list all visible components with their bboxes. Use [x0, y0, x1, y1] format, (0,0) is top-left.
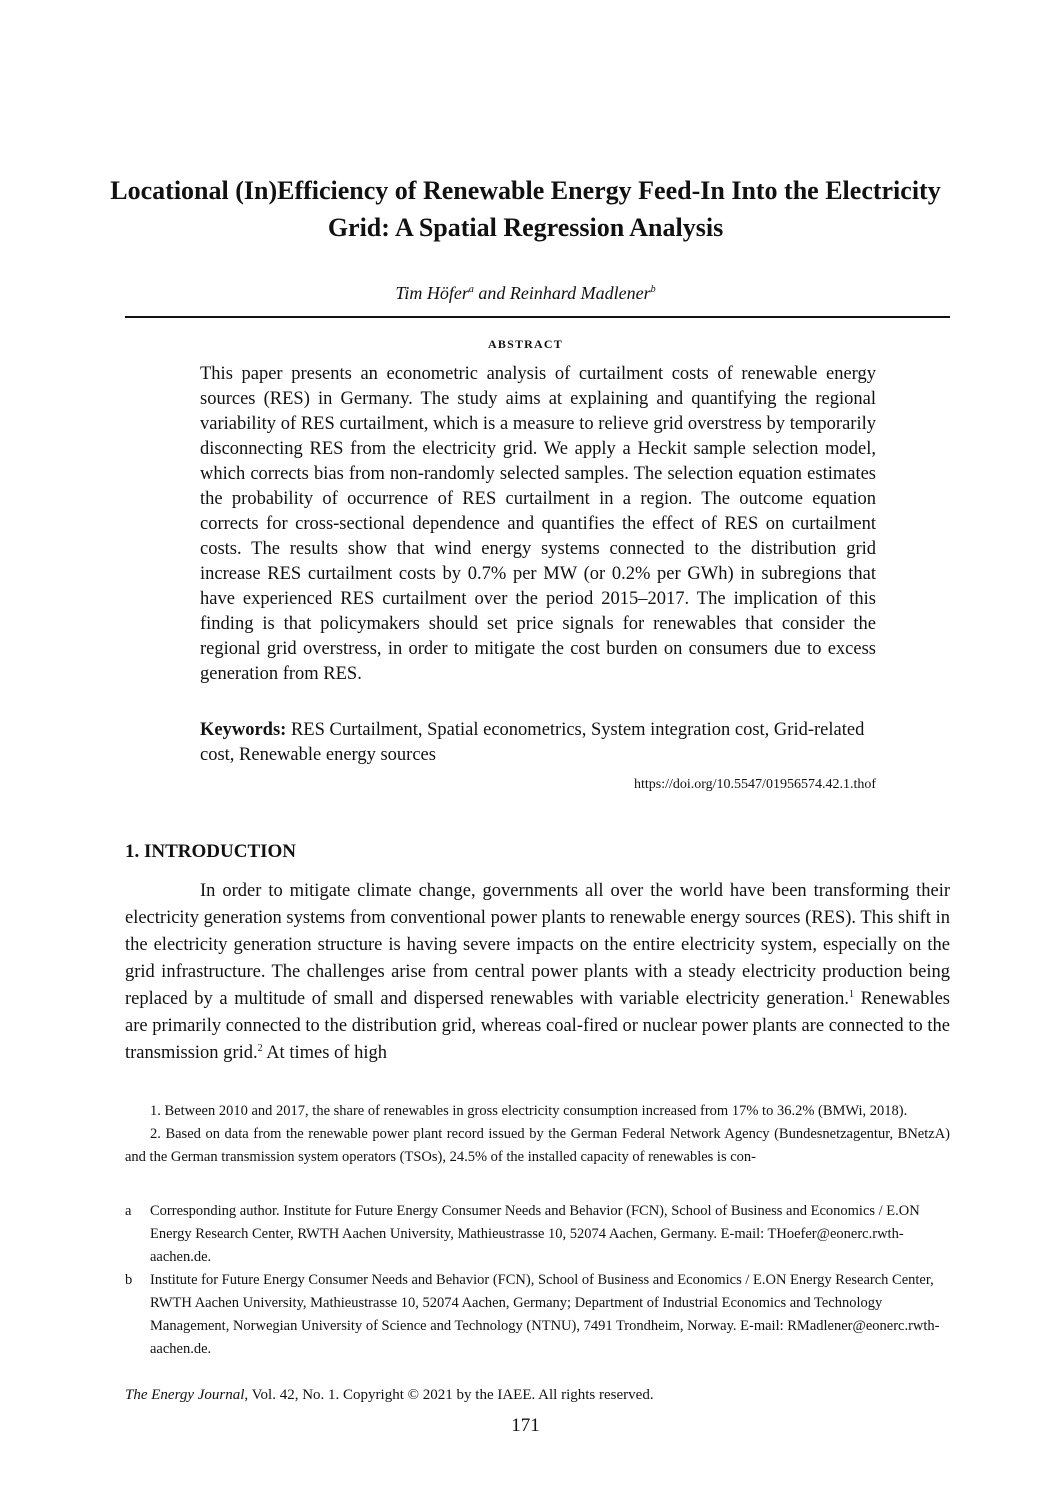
journal-citation — [125, 1384, 950, 1406]
keywords-list: RES Curtailment, Spatial econometrics, System integration cost, Grid-related cost, Renewable energy sources — [200, 720, 865, 765]
affiliation-mark: a — [468, 284, 474, 295]
footnotes — [125, 1100, 950, 1169]
affiliation-mark: b — [650, 284, 656, 295]
keywords — [200, 718, 876, 768]
footnote-ref[interactable]: 2 — [257, 1042, 263, 1054]
affiliations — [125, 1200, 950, 1361]
author-name: Tim Höfer — [395, 283, 469, 303]
intro-text: In order to mitigate climate change, governments all over the world have been transforming their electricity generation systems from conventional power plants to renewable energy sources (RES). This shift in the electricity generation structure is having severe impacts on the entire electricity system, especially on the grid infrastructure. The challenges arise from central power plants with a steady electricity production being replaced by a multitude of small and dispersed renewables with variable electricity generation. — [125, 881, 950, 1009]
intro-text: At times of high — [262, 1043, 387, 1063]
copyright-text: , Vol. 42, No. 1. Copyright © 2021 by the IAEE. All rights reserved. — [244, 1387, 654, 1403]
header-rule — [125, 316, 950, 318]
affiliation-item — [125, 1269, 950, 1361]
author-name: Reinhard Madlener — [509, 283, 651, 303]
page-number: 171 — [511, 1415, 540, 1436]
affiliation-text: Corresponding author. Institute for Future Energy Consumer Needs and Behavior (FCN), School of Business and Economics / E.ON Energy Research Center, RWTH Aachen University, Mathieustrasse 10, 52074 Aachen, Germany. E-mail: THoefer@eonerc.rwth-aachen.de. — [150, 1203, 920, 1265]
footnote: 2. Based on data from the renewable power plant record issued by the German Federal Network Agency (Bundesnetzagentur, BNetzA) and the German transmission system operators (TSOs), 24.5% of the installed capacity of renewables is con- — [125, 1126, 950, 1165]
journal-name: The Energy Journal — [125, 1387, 245, 1403]
affiliation-item — [125, 1200, 950, 1269]
abstract-heading: ABSTRACT — [488, 337, 563, 351]
footnote: 1. Between 2010 and 2017, the share of renewables in gross electricity consumption increased from 17% to 36.2% (BMWi, 2018). — [150, 1103, 908, 1119]
footnote-ref[interactable]: 1 — [849, 988, 854, 1000]
introduction-paragraph — [125, 878, 950, 1067]
section-heading: 1. INTRODUCTION — [125, 841, 297, 862]
abstract-text: This paper presents an econometric analysis of curtailment costs of renewable energy sources (RES) in Germany. The study aims at explaining and quantifying the regional variability of RES curtailment, which is a measure to relieve grid overstress by temporarily disconnecting RES from the electricity grid. We apply a Heckit sample selection model, which corrects bias from non-randomly selected samples. The selection equation estimates the probability of occurrence of RES curtailment in a region. The outcome equation corrects for cross-sectional dependence and quantifies the effect of RES on curtailment costs. The results show that wind energy systems connected to the distribution grid increase RES curtailment costs by 0.7% per MW (or 0.2% per GWh) in subregions that have experienced RES curtailment over the period 2015–2017. The implication of this finding is that policymakers should set price signals for renewables that consider the regional grid overstress, in order to mitigate the cost burden on consumers due to excess generation from RES. — [200, 364, 876, 684]
author-line — [100, 281, 951, 305]
affiliation-letter: a — [125, 1203, 132, 1219]
affiliation-text: Institute for Future Energy Consumer Needs and Behavior (FCN), School of Business and Economics / E.ON Energy Research Center, RWTH Aachen University, Mathieustrasse 10, 52074 Aachen, Germany; Department of Industrial Economics and Technology Management, Norwegian University of Science and Technology (NTNU), 7491 Trondheim, Norway. E-mail: RMadlener@eonerc.rwth-aachen.de. — [150, 1272, 940, 1357]
affiliation-letter: b — [125, 1272, 133, 1288]
intro-text: Renewables are primarily connected to the distribution grid, whereas coal-fired or nuclear power plants are connected to the transmission grid. — [125, 989, 950, 1063]
keywords-label: Keywords: — [200, 720, 287, 740]
author-conjunction: and — [473, 283, 510, 303]
paper-title: Locational (In)Efficiency of Renewable Energy Feed-In Into the Electricity Grid: A Spatial Regression Analysis — [110, 176, 941, 242]
doi-link[interactable]: https://doi.org/10.5547/01956574.42.1.thof — [633, 777, 876, 792]
